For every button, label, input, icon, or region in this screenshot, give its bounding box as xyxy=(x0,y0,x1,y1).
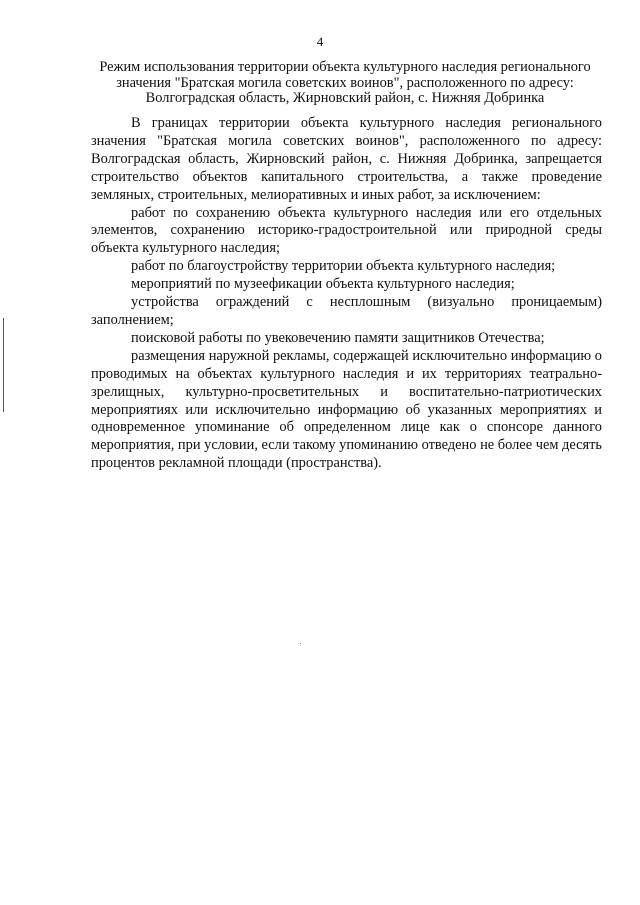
paragraph-intro: В границах территории объекта культурного наследия регионального значения "Братская могила советских воинов", расположенного по адресу: Волгоградская область, Жирновский район, с. Нижняя Добринка, запрещается строительство объектов капитального строительства, а также проведение земляных, строительных, мелиоративных и иных работ, за исключением: xyxy=(91,115,602,203)
document-title: Режим использования территории объекта культурного наследия регионального значения "Братская могила советских воинов", расположенного по адресу: Волгоградская область, Жирновский район, с. Нижняя Добринка xyxy=(99,59,591,106)
paragraph-exception-fencing: устройства ограждений с несплошным (визуально проницаемым) заполнением; xyxy=(91,294,602,328)
paragraph-exception-search-work: поисковой работы по увековечению памяти защитников Отечества; xyxy=(131,329,545,346)
scan-margin-mark xyxy=(3,318,4,412)
paragraph-exception-preservation: работ по сохранению объекта культурного наследия или его отдельных элементов, сохранению историко-градостроительной или природной среды объекта культурного наследия; xyxy=(91,204,602,257)
scan-speck xyxy=(300,643,301,644)
paragraph-exception-advertising: размещения наружной рекламы, содержащей исключительно информацию о проводимых на объектах культурного наследия и их территориях театрально-зрелищных, культурно-просветительных и воспитательно-патриотических мероприятиях или исключительно информацию об указанных мероприятиях и одновременное упоминание об определенном лице как о спонсоре данного мероприятия, при условии, если такому упоминанию отведено не более чем десять процентов рекламной площади (пространства). xyxy=(91,347,602,472)
paragraph-exception-museum: мероприятий по музеефикации объекта культурного наследия; xyxy=(131,276,515,293)
page-number: 4 xyxy=(316,34,324,49)
document-body xyxy=(91,115,602,473)
paragraph-exception-landscaping: работ по благоустройству территории объекта культурного наследия; xyxy=(131,258,556,275)
